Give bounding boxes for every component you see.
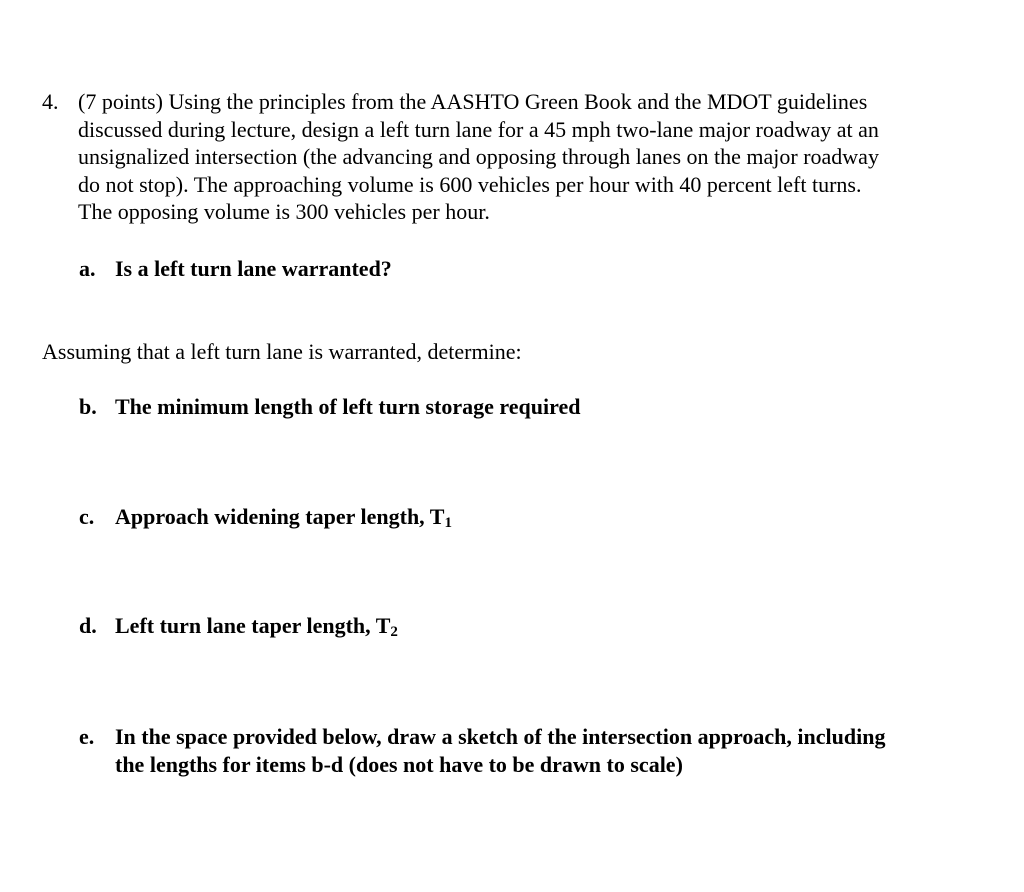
part-c-subscript: 1 <box>444 515 452 531</box>
question-line-5: The opposing volume is 300 vehicles per hour. <box>78 199 490 224</box>
question-line-1 <box>42 88 972 116</box>
part-e-line-2: the lengths for items b-d (does not have to be drawn to scale) <box>115 751 683 777</box>
assumption-text: Assuming that a left turn lane is warranted, determine: <box>42 339 522 364</box>
question-line-4: do not stop). The approaching volume is 600 vehicles per hour with 40 percent left turns. <box>78 171 862 197</box>
question-line-2: discussed during lecture, design a left turn lane for a 45 mph two-lane major roadway at an <box>78 116 879 142</box>
part-c-letter: c. <box>79 504 95 529</box>
part-e-line-1 <box>79 723 885 751</box>
part-d <box>79 612 398 644</box>
part-e <box>79 723 885 778</box>
question-4 <box>42 88 972 226</box>
part-b-text: The minimum length of left turn storage required <box>115 394 581 419</box>
part-d-text: Left turn lane taper length, T <box>115 613 391 638</box>
part-d-subscript: 2 <box>390 624 398 640</box>
question-line-3: unsignalized intersection (the advancing and opposing through lanes on the major roadway <box>78 144 879 169</box>
question-number: 4. <box>42 89 59 114</box>
part-b <box>79 393 580 421</box>
question-text-1: (7 points) Using the principles from the AASHTO Green Book and the MDOT guidelines <box>78 89 868 114</box>
part-a-text: Is a left turn lane warranted? <box>115 256 392 281</box>
part-e-letter: e. <box>79 724 95 749</box>
part-a-letter: a. <box>79 256 96 281</box>
part-d-letter: d. <box>79 613 97 638</box>
part-a <box>79 255 392 283</box>
part-c-text: Approach widening taper length, T <box>115 504 445 529</box>
part-b-letter: b. <box>79 394 97 419</box>
part-e-text-1: In the space provided below, draw a sketch of the intersection approach, including <box>115 724 886 749</box>
part-c <box>79 503 452 535</box>
